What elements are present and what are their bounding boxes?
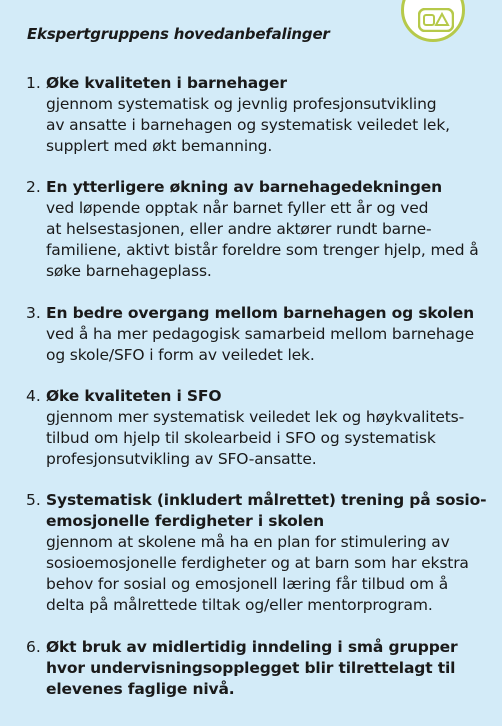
item-text-line: ved å ha mer pedagogisk samarbeid mellom barnehage (46, 325, 474, 343)
item-number: 2. (26, 178, 41, 196)
item-number: 5. (26, 491, 41, 509)
item-title: Systematisk (inkludert målrettet) trening på sosio- (46, 491, 487, 509)
item-text-line: familiene, aktivt bistår foreldre som trenger hjelp, med å (46, 241, 479, 259)
item-text-line: og skole/SFO i form av veiledet lek. (46, 346, 315, 364)
logo-badge (401, 0, 465, 42)
item-text-line: av ansatte i barnehagen og systematisk veiledet lek, (46, 116, 450, 134)
item-text-line: behov for sosial og emosjonell læring får tilbud om å (46, 575, 449, 593)
item-number: 4. (26, 387, 41, 405)
item-title: hvor undervisningsopplegget blir tilrettelagt til (46, 659, 456, 677)
item-title: En bedre overgang mellom barnehagen og skolen (46, 304, 475, 322)
item-text-line: ved løpende opptak når barnet fyller ett år og ved (46, 199, 429, 217)
item-text-line: tilbud om hjelp til skolearbeid i SFO og systematisk (46, 429, 436, 447)
item-title: Øke kvaliteten i barnehager (46, 74, 287, 92)
item-number: 3. (26, 304, 41, 322)
item-text-line: søke barnehageplass. (46, 262, 212, 280)
item-number: 6. (26, 638, 41, 656)
item-title: elevenes faglige nivå. (46, 680, 235, 698)
item-text-line: sosioemosjonelle ferdigheter og at barn som har ekstra (46, 554, 469, 572)
item-title: emosjonelle ferdigheter i skolen (46, 512, 325, 530)
item-title: Øke kvaliteten i SFO (46, 387, 222, 405)
item-text-line: supplert med økt bemanning. (46, 137, 273, 155)
shapes-icon (418, 8, 454, 32)
item-text-line: gjennom at skolene må ha en plan for stimulering av (46, 533, 450, 551)
item-text-line: gjennom mer systematisk veiledet lek og høykvalitets- (46, 408, 465, 426)
item-title: En ytterligere økning av barnehagedekningen (46, 178, 443, 196)
item-text-line: profesjonsutvikling av SFO-ansatte. (46, 450, 317, 468)
item-text-line: delta på målrettede tiltak og/eller mentorprogram. (46, 596, 433, 614)
item-text-line: at helsestasjonen, eller andre aktører rundt barne- (46, 220, 432, 238)
item-title: Økt bruk av midlertidig inndeling i små grupper (46, 638, 458, 656)
box-heading: Ekspertgruppens hovedanbefalinger (27, 25, 330, 43)
item-number: 1. (26, 74, 41, 92)
item-text-line: gjennom systematisk og jevnlig profesjonsutvikling (46, 95, 437, 113)
